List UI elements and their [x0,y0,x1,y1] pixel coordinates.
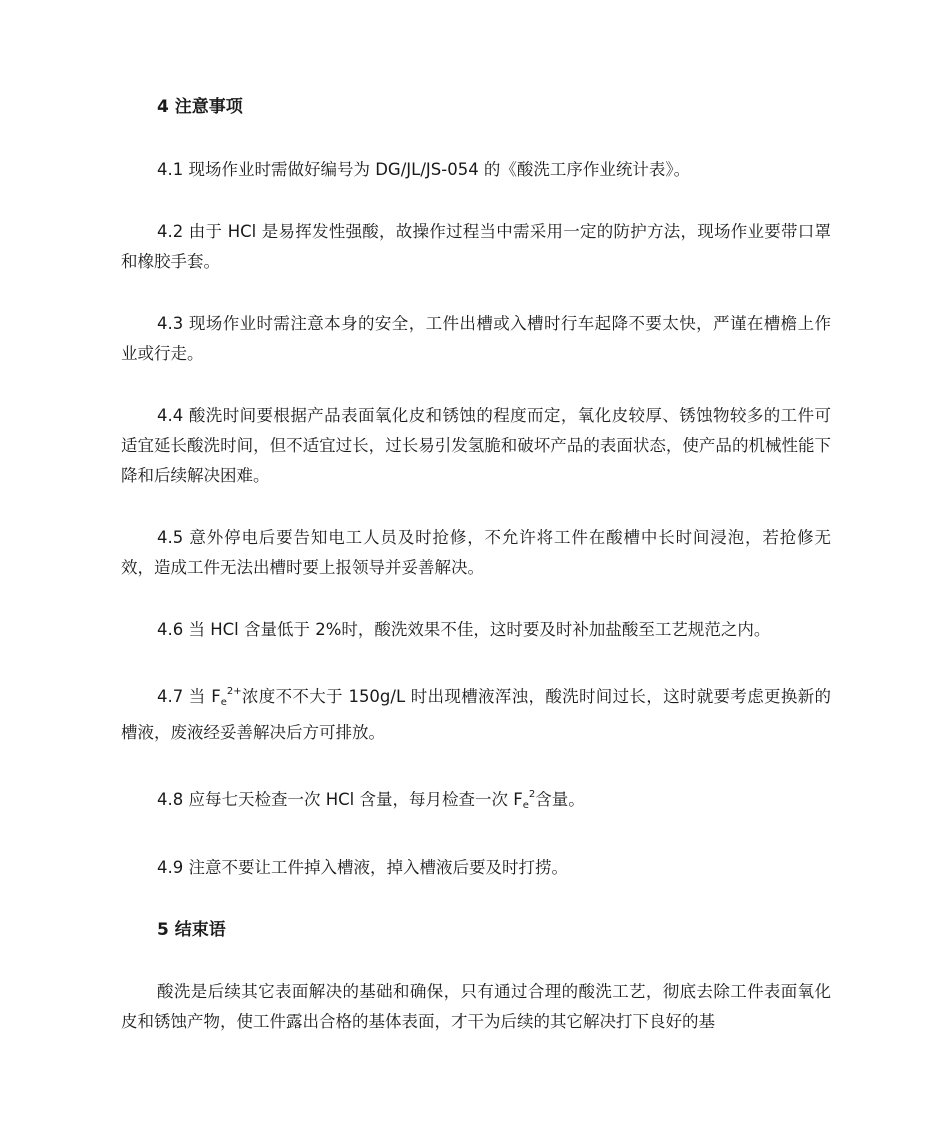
fe-subscript: e [522,800,529,811]
paragraph-4-9: 4.9 注意不要让工件掉入槽液，掉入槽液后要及时打捞。 [157,858,568,877]
paragraph-5-1: 酸洗是后续其它表面解决的基础和确保，只有通过合理的酸洗工艺，彻底去除工件表面氧化皮和锈蚀产物，使工件露出合格的基体表面，才干为后续的其它解决打下良好的基 [121,982,831,1031]
paragraph-4-8-prefix: 4.8 应每七天检查一次 HCl 含量，每月检查一次 F [157,790,523,809]
fe-subscript: e [220,697,227,708]
paragraph-4-6: 4.6 当 HCl 含量低于 2%时，酸洗效果不佳，这时要及时补加盐酸至工艺规范之内。 [157,620,771,639]
paragraph-4-3: 4.3 现场作业时需注意本身的安全，工件出槽或入槽时行车起降不要太快，严谨在槽檐上作业或行走。 [121,314,831,363]
section-5-heading: 5 结束语 [157,920,226,940]
paragraph-4-4: 4.4 酸洗时间要根据产品表面氧化皮和锈蚀的程度而定，氧化皮较厚、锈蚀物较多的工件可适宜延长酸洗时间，但不适宜过长，过长易引发氢脆和破坏产品的表面状态，使产品的机械性能下降和后续解决困难。 [121,406,831,485]
paragraph-4-7-suffix: 浓度不不大于 150g/L 时出现槽液浑浊，酸洗时间过长，这时就要考虑更换新的槽液，废液经妥善解决后方可排放。 [121,687,831,742]
paragraph-4-8 [121,780,831,821]
fe-superscript: 2 [528,789,536,800]
fe-superscript: 2+ [226,686,242,697]
paragraph-4-7-prefix: 4.7 当 F [157,687,221,706]
paragraph-4-8-suffix: 含量。 [535,790,585,809]
paragraph-4-1: 4.1 现场作业时需做好编号为 DG/JL/JS-054 的《酸洗工序作业统计表》。 [157,160,691,179]
paragraph-4-5: 4.5 意外停电后要告知电工人员及时抢修，不允许将工件在酸槽中长时间浸泡，若抢修无效，造成工件无法出槽时要上报领导并妥善解决。 [121,528,831,577]
paragraph-4-2: 4.2 由于 HCl 是易挥发性强酸，故操作过程当中需采用一定的防护方法，现场作业要带口罩和橡胶手套。 [121,222,831,271]
document-page [121,92,831,1037]
section-4-heading: 4 注意事项 [157,97,243,117]
paragraph-4-7 [121,677,831,748]
